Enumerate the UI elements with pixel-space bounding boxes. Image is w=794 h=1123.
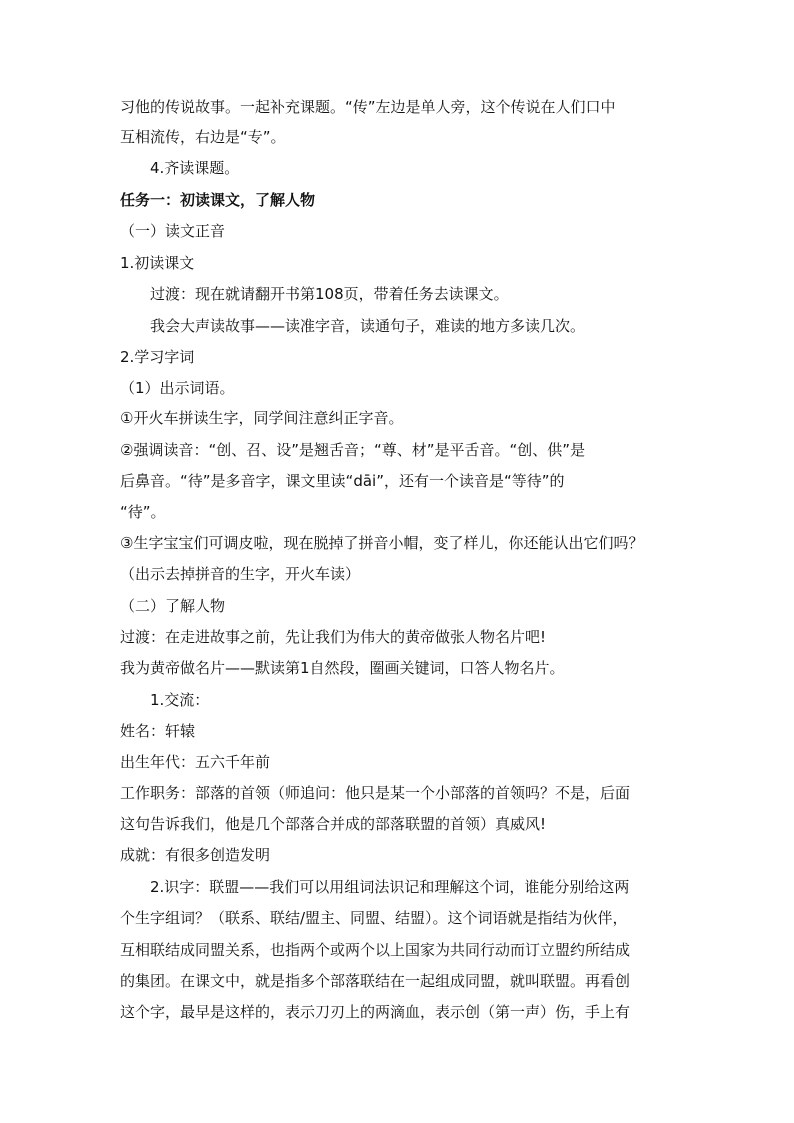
- text-line: 工作职务：部落的首领（师追问：他只是某一个小部落的首领吗？不是，后面: [120, 784, 631, 802]
- text-line: 后鼻音。“待”是多音字，课文里读“dāi”，还有一个读音是“等待”的: [120, 472, 565, 490]
- text-line: 出生年代：五六千年前: [120, 753, 271, 771]
- text-line: 4.齐读课题。: [150, 159, 240, 177]
- text-line: 个生字组词？（联系、联结/盟主、同盟、结盟）。这个词语就是指结为伙伴，: [120, 909, 628, 927]
- text-line: 互相联结成同盟关系，也指两个或两个以上国家为共同行动而订立盟约所结成: [120, 941, 631, 959]
- text-line: 2.识字：联盟——我们可以用组词法识记和理解这个词，谁能分别给这两: [150, 878, 630, 896]
- text-line: ①开火车拼读生字，同学间注意纠正字音。: [120, 409, 404, 427]
- text-line: ②强调读音：“创、召、设”是翘舌音；“尊、材”是平舌音。“创、供”是: [120, 441, 586, 459]
- text-line: 1.交流：: [150, 691, 210, 709]
- text-line: 过渡：现在就请翻开书第108页，带着任务去读课文。: [150, 285, 509, 303]
- text-line: 我为黄帝做名片——默读第1自然段，圈画关键词，口答人物名片。: [120, 659, 565, 677]
- text-line: 这个字，最早是这样的，表示刀刃上的两滴血，表示创（第一声）伤，手上有: [120, 1003, 631, 1021]
- text-line: 的集团。在课文中，就是指多个部落联结在一起组成同盟，就叫联盟。再看创: [120, 972, 631, 990]
- section-heading: 任务一：初读课文，了解人物: [120, 191, 316, 209]
- text-line: （1）出示词语。: [120, 379, 235, 397]
- subsection-heading: （二）了解人物: [120, 597, 226, 615]
- text-line: 1.初读课文: [120, 254, 195, 272]
- text-line: 2.学习字词: [120, 348, 195, 366]
- text-line: （出示去掉拼音的生字，开火车读）: [120, 565, 361, 583]
- subsection-heading: （一）读文正音: [120, 222, 226, 240]
- text-line: 习他的传说故事。一起补充课题。“传”左边是单人旁，这个传说在人们口中: [120, 98, 616, 116]
- text-line: 成就：有很多创造发明: [120, 846, 271, 864]
- text-line: 姓名：轩辕: [120, 722, 196, 740]
- text-line: 互相流传，右边是“专”。: [120, 128, 286, 146]
- text-line: “待”。: [120, 503, 166, 521]
- text-line: 我会大声读故事——读准字音，读通句子，难读的地方多读几次。: [150, 317, 586, 335]
- text-line: 这句告诉我们，他是几个部落合并成的部落联盟的首领）真威风!: [120, 815, 547, 833]
- text-line: ③生字宝宝们可调皮啦，现在脱掉了拼音小帽，变了样儿，你还能认出它们吗？: [120, 534, 644, 552]
- text-line: 过渡：在走进故事之前，先让我们为伟大的黄帝做张人物名片吧!: [120, 628, 547, 646]
